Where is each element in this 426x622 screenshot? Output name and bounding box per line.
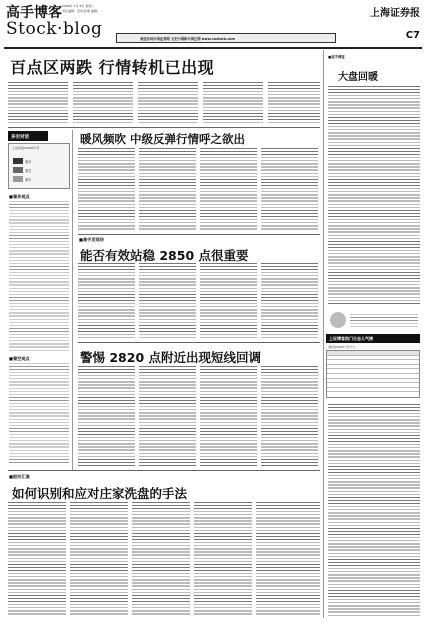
poll-swatch-1 <box>13 158 23 164</box>
publication-name: 上海证券报 <box>370 8 420 19</box>
article-1-title: 暖风频吹 中级反弹行情呼之欲出 <box>80 132 246 146</box>
right-tag: ■高手博客 <box>328 55 345 59</box>
poll-subtitle: 上证综指2008年7月 <box>12 146 40 150</box>
article-4-col5 <box>256 502 320 616</box>
article-3-col4 <box>261 366 318 466</box>
article-4-col1 <box>8 502 66 616</box>
poll-box <box>8 143 70 189</box>
lead-text-col5 <box>268 82 320 124</box>
article-2-col3 <box>200 263 257 338</box>
poll-item-3: 看平 <box>25 177 32 182</box>
sidebar-section-bear: ■看空观点 <box>9 356 30 361</box>
sidebar-title: 多空对话 <box>8 131 48 141</box>
right-divider <box>323 50 324 618</box>
nav-banner-text: 欢迎访问中国证券网 文史中国和中国正网 www.cnstock.com <box>140 36 235 41</box>
sidebar-section-bull: ■看多观点 <box>9 194 30 199</box>
right-article-text <box>328 86 420 306</box>
rule <box>78 234 320 235</box>
article-3-col3 <box>200 366 257 466</box>
lead-text-col2 <box>73 82 133 124</box>
poll-swatch-3 <box>13 176 23 182</box>
sidebar-text-bear <box>9 363 69 463</box>
author-info <box>350 314 418 328</box>
poll-item-2: 看空 <box>25 168 32 173</box>
page-number: C7 <box>405 30 420 41</box>
article-3-col1 <box>78 366 135 466</box>
lead-text-col4 <box>203 82 263 124</box>
article-1-col1 <box>78 148 135 230</box>
sidebar-text-bull <box>9 201 69 351</box>
hotlist-subtitle: (截至2008年7月7日) <box>328 345 355 349</box>
article-4-tag: ■股民汇演 <box>9 474 30 479</box>
article-2-col1 <box>78 263 135 338</box>
article-1-col4 <box>261 148 318 230</box>
main-headline: 百点区两跌 行情转机已出现 <box>10 58 215 77</box>
rule <box>78 342 320 343</box>
masthead-rule <box>4 47 422 49</box>
article-2-col4 <box>261 263 318 338</box>
lead-text-col1 <box>8 82 68 124</box>
article-1-col3 <box>200 148 257 230</box>
hotlist-title: 上证博客热门日志人气榜 <box>326 334 420 343</box>
stock-blog-logo: Stock·blog <box>6 19 103 39</box>
rule <box>8 470 320 471</box>
article-4-col3 <box>132 502 190 616</box>
rule <box>8 127 320 128</box>
poll-item-1: 看多 <box>25 159 32 164</box>
date-line: 2008年 7月 8日 星期二 <box>62 4 95 8</box>
article-2-col2 <box>139 263 196 338</box>
article-2-title: 能否有效站稳 2850 点很重要 <box>80 248 249 263</box>
article-3-title: 警惕 2820 点附近出现短线回调 <box>80 350 261 365</box>
article-1-col2 <box>139 148 196 230</box>
article-4-col2 <box>70 502 128 616</box>
article-2-tag: ■高手发现场 <box>79 237 104 242</box>
lead-text-col3 <box>138 82 198 124</box>
editor-line: 责任编辑：宏伟/张维 编辑：... <box>62 9 103 13</box>
article-4-col4 <box>194 502 252 616</box>
right-title: 大盘回暖 <box>338 72 378 83</box>
article-4-title: 如何识别和应对庄家洗盘的手法 <box>12 486 188 501</box>
right-article-2-text <box>328 404 420 616</box>
hotlist-table <box>326 350 420 398</box>
author-avatar <box>330 312 346 328</box>
divider <box>72 130 73 470</box>
table-row <box>327 388 419 393</box>
poll-swatch-2 <box>13 167 23 173</box>
column-title: 高手博客 <box>6 5 62 21</box>
article-3-col2 <box>139 366 196 466</box>
